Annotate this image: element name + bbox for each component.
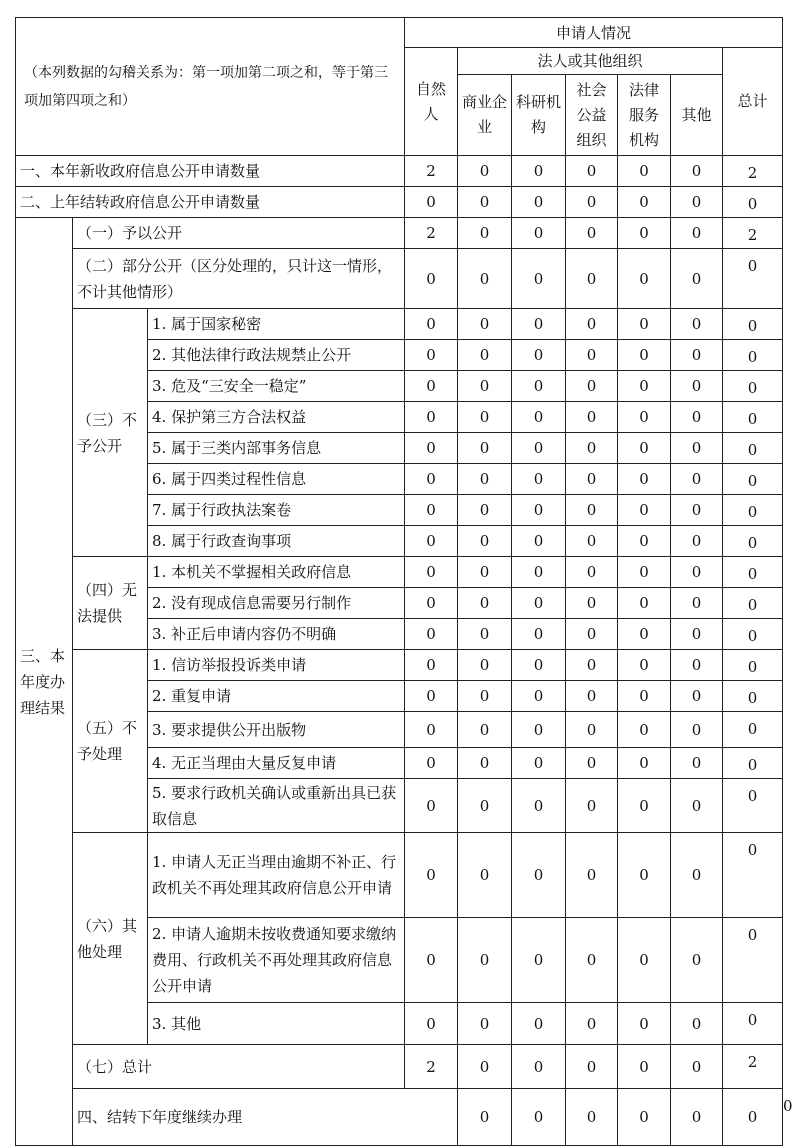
- value-cell: 0: [512, 249, 566, 309]
- value-cell: 0: [405, 433, 458, 464]
- value-cell: 0: [405, 402, 458, 433]
- value-cell: 0: [566, 619, 618, 650]
- value-cell: 0: [458, 918, 512, 1003]
- value-cell: 0: [458, 1045, 512, 1089]
- value-cell: 0: [405, 557, 458, 588]
- value-cell: 0: [671, 309, 723, 340]
- value-cell: 0: [512, 187, 566, 218]
- value-cell: 0: [458, 218, 512, 249]
- value-cell: 0: [566, 588, 618, 619]
- value-cell: 0: [566, 433, 618, 464]
- header-note: （本列数据的勾稽关系为：第一项加第二项之和，等于第三项加第四项之和）: [16, 18, 405, 156]
- row-label: （一）予以公开: [73, 218, 405, 249]
- value-cell: 0: [723, 712, 783, 748]
- row-label: 一、本年新收政府信息公开申请数量: [16, 156, 405, 187]
- row-label: 二、上年结转政府信息公开申请数量: [16, 187, 405, 218]
- value-cell: 0: [618, 1003, 671, 1045]
- value-cell: 0: [512, 402, 566, 433]
- row-label: 3. 危及“三安全一稳定”: [148, 371, 405, 402]
- table-row: [16, 650, 783, 681]
- value-cell: 0: [618, 218, 671, 249]
- value-cell: 0: [458, 156, 512, 187]
- value-cell: 0: [458, 779, 512, 833]
- value-cell: 0: [723, 650, 783, 681]
- row-label: 1. 属于国家秘密: [148, 309, 405, 340]
- value-cell: 0: [671, 371, 723, 402]
- value-cell: 0: [618, 187, 671, 218]
- value-cell: 0: [566, 402, 618, 433]
- value-cell: 0: [512, 1003, 566, 1045]
- value-cell: 2: [723, 156, 783, 187]
- value-cell: 0: [512, 557, 566, 588]
- value-cell: 0: [618, 249, 671, 309]
- row-label: 四、结转下年度继续办理: [73, 1089, 458, 1146]
- value-cell: 0: [671, 187, 723, 218]
- value-cell: 0: [671, 402, 723, 433]
- value-cell: 0: [566, 748, 618, 779]
- value-cell: 0: [458, 433, 512, 464]
- value-cell: 0: [458, 249, 512, 309]
- value-cell: 0: [671, 249, 723, 309]
- value-cell: 0: [405, 371, 458, 402]
- value-cell: 0: [566, 1003, 618, 1045]
- table-row: [16, 187, 783, 218]
- value-cell: 0: [618, 495, 671, 526]
- value-cell: 0: [671, 650, 723, 681]
- table-row: [16, 218, 783, 249]
- value-cell: 0: [618, 433, 671, 464]
- value-cell: 0: [671, 748, 723, 779]
- value-cell: 0: [458, 340, 512, 371]
- value-cell: 0: [566, 249, 618, 309]
- table-row: [16, 833, 783, 918]
- value-cell: 0: [458, 1089, 512, 1146]
- value-cell: 0: [671, 557, 723, 588]
- value-cell: 0: [723, 619, 783, 650]
- row-label: 3. 要求提供公开出版物: [148, 712, 405, 748]
- value-cell: 0: [618, 464, 671, 495]
- value-cell: 0: [566, 557, 618, 588]
- header-legal-service: 法律服务机构: [618, 75, 671, 156]
- value-cell: 0: [671, 156, 723, 187]
- group-label-g3: （三）不予公开: [73, 309, 148, 557]
- value-cell: 0: [458, 748, 512, 779]
- row-label: 7. 属于行政执法案卷: [148, 495, 405, 526]
- value-cell: 0: [566, 340, 618, 371]
- value-cell: 2: [723, 1045, 783, 1089]
- value-cell: 0: [723, 340, 783, 371]
- value-cell: 0: [618, 833, 671, 918]
- value-cell: 0: [618, 748, 671, 779]
- header-research: 科研机构: [512, 75, 566, 156]
- value-cell: 0: [723, 249, 783, 309]
- value-cell: 0: [512, 650, 566, 681]
- value-cell: 0: [618, 371, 671, 402]
- value-cell: 0: [566, 156, 618, 187]
- value-cell: 0: [458, 588, 512, 619]
- header-total: 总计: [723, 48, 783, 156]
- value-cell: 0: [723, 402, 783, 433]
- header-legal-group: 法人或其他组织: [458, 48, 723, 75]
- value-cell: 0: [671, 588, 723, 619]
- value-cell: 0: [512, 156, 566, 187]
- value-cell: 0: [671, 918, 723, 1003]
- value-cell: 0: [723, 1089, 783, 1146]
- header-welfare: 社会公益组织: [566, 75, 618, 156]
- value-cell: 0: [512, 495, 566, 526]
- value-cell: 0: [618, 557, 671, 588]
- row-label: 4. 保护第三方合法权益: [148, 402, 405, 433]
- value-cell: 0: [723, 681, 783, 712]
- value-cell: 0: [405, 187, 458, 218]
- value-cell: 0: [723, 495, 783, 526]
- value-cell: 0: [512, 779, 566, 833]
- value-cell: 0: [671, 1089, 723, 1146]
- value-cell: 0: [405, 249, 458, 309]
- row-label: 3. 补正后申请内容仍不明确: [148, 619, 405, 650]
- value-cell: 0: [405, 748, 458, 779]
- value-cell: 0: [405, 340, 458, 371]
- value-cell: 0: [671, 218, 723, 249]
- header-natural-person: 自然人: [405, 48, 458, 156]
- row-label: 2. 其他法律行政法规禁止公开: [148, 340, 405, 371]
- value-cell: 0: [405, 309, 458, 340]
- table-row: [16, 557, 783, 588]
- value-cell: 0: [512, 218, 566, 249]
- value-cell: 2: [405, 218, 458, 249]
- value-cell: 0: [566, 681, 618, 712]
- row-label: 1. 申请人无正当理由逾期不补正、行政机关不再处理其政府信息公开申请: [148, 833, 405, 918]
- row-label: 1. 信访举报投诉类申请: [148, 650, 405, 681]
- value-cell: 0: [566, 187, 618, 218]
- row-label: 1. 本机关不掌握相关政府信息: [148, 557, 405, 588]
- value-cell: 0: [512, 371, 566, 402]
- government-info-disclosure-table: [15, 17, 793, 1146]
- value-cell: 0: [458, 309, 512, 340]
- table-row: [16, 1045, 783, 1089]
- group-label-g6: （六）其他处理: [73, 833, 148, 1045]
- value-cell: 0: [566, 371, 618, 402]
- value-cell: 0: [618, 526, 671, 557]
- value-cell: 0: [723, 433, 783, 464]
- value-cell: 0: [458, 833, 512, 918]
- value-cell: 0: [723, 464, 783, 495]
- row-label: 2. 重复申请: [148, 681, 405, 712]
- value-cell: 0: [566, 218, 618, 249]
- value-cell: 0: [671, 1003, 723, 1045]
- value-cell: 0: [671, 340, 723, 371]
- value-cell: 0: [618, 1045, 671, 1089]
- value-cell: 0: [512, 748, 566, 779]
- value-cell: 2: [405, 156, 458, 187]
- value-cell: 0: [566, 1045, 618, 1089]
- value-cell: 0: [618, 712, 671, 748]
- value-cell: 0: [458, 402, 512, 433]
- value-cell: 0: [458, 526, 512, 557]
- row-label: 5. 属于三类内部事务信息: [148, 433, 405, 464]
- value-cell: 0: [618, 650, 671, 681]
- value-cell: 0: [723, 1003, 783, 1045]
- header-other: 其他: [671, 75, 723, 156]
- section3-label: 三、本年度办理结果: [16, 218, 73, 1146]
- value-cell: 0: [723, 833, 783, 918]
- table-row: [16, 309, 783, 340]
- group-label-g4: （四）无法提供: [73, 557, 148, 650]
- value-cell: 0: [671, 779, 723, 833]
- value-cell: 0: [566, 712, 618, 748]
- table-row: [16, 156, 783, 187]
- value-cell: 0: [723, 918, 783, 1003]
- value-cell: 0: [405, 650, 458, 681]
- value-cell: 0: [458, 650, 512, 681]
- value-cell: 0: [458, 619, 512, 650]
- value-cell: 0: [405, 588, 458, 619]
- table-row: 四、结转下年度继续办理 0 0 0 0 0 0 0: [16, 1089, 783, 1146]
- value-cell: 0: [512, 918, 566, 1003]
- value-cell: 0: [405, 526, 458, 557]
- value-cell: 0: [671, 681, 723, 712]
- value-cell: 0: [566, 779, 618, 833]
- row-label: 2. 没有现成信息需要另行制作: [148, 588, 405, 619]
- value-cell: 0: [405, 1003, 458, 1045]
- value-cell: 0: [458, 187, 512, 218]
- value-cell: 0: [671, 526, 723, 557]
- value-cell: 0: [405, 495, 458, 526]
- value-cell: 0: [618, 588, 671, 619]
- value-cell: 0: [512, 309, 566, 340]
- value-cell: 0: [566, 495, 618, 526]
- value-cell: 0: [618, 619, 671, 650]
- value-cell: 0: [512, 619, 566, 650]
- row-label: 8. 属于行政查询事项: [148, 526, 405, 557]
- row-label: （二）部分公开（区分处理的，只计这一情形，不计其他情形）: [73, 249, 405, 309]
- value-cell: 0: [512, 433, 566, 464]
- value-cell: 0: [458, 371, 512, 402]
- group-label-g5: （五）不予处理: [73, 650, 148, 833]
- value-cell: 0: [512, 1045, 566, 1089]
- value-cell: 0: [671, 833, 723, 918]
- value-cell: 0: [723, 526, 783, 557]
- value-cell: 0: [671, 495, 723, 526]
- row-label: 3. 其他: [148, 1003, 405, 1045]
- value-cell: 0: [566, 650, 618, 681]
- value-cell: 0: [566, 309, 618, 340]
- value-cell: 0: [618, 918, 671, 1003]
- value-cell: 0: [512, 340, 566, 371]
- value-cell: 0: [512, 1089, 566, 1146]
- value-cell: 0: [458, 495, 512, 526]
- header-applicant: 申请人情况: [405, 18, 783, 48]
- value-cell: 0: [566, 1089, 618, 1146]
- value-cell: 0: [618, 340, 671, 371]
- value-cell: 0: [512, 833, 566, 918]
- value-cell: 0: [618, 402, 671, 433]
- value-cell: 0: [405, 464, 458, 495]
- value-cell: 0: [458, 557, 512, 588]
- value-cell: 0: [723, 371, 783, 402]
- value-cell: 0: [671, 619, 723, 650]
- value-cell: 0: [512, 681, 566, 712]
- value-cell: 0: [618, 309, 671, 340]
- value-cell: 0: [671, 464, 723, 495]
- value-cell: 0: [405, 681, 458, 712]
- value-cell: 0: [618, 156, 671, 187]
- value-cell: 0: [566, 833, 618, 918]
- value-cell: 0: [458, 1003, 512, 1045]
- value-cell: 2: [723, 218, 783, 249]
- value-cell: 0: [458, 464, 512, 495]
- value-cell: 0: [723, 748, 783, 779]
- value-cell: 0: [405, 833, 458, 918]
- value-cell: 0: [618, 1089, 671, 1146]
- value-cell: 0: [618, 779, 671, 833]
- row-label: 5. 要求行政机关确认或重新出具已获取信息: [148, 779, 405, 833]
- value-cell: 0: [566, 918, 618, 1003]
- value-cell: 0: [671, 1045, 723, 1089]
- table-row: [16, 249, 783, 309]
- value-cell: 0: [405, 712, 458, 748]
- value-cell: 0: [405, 619, 458, 650]
- row-label: 4. 无正当理由大量反复申请: [148, 748, 405, 779]
- row-label: 6. 属于四类过程性信息: [148, 464, 405, 495]
- value-cell: 0: [723, 588, 783, 619]
- value-cell: 0: [566, 464, 618, 495]
- value-cell: 0: [512, 464, 566, 495]
- value-cell: 0: [671, 712, 723, 748]
- value-cell: 0: [723, 309, 783, 340]
- value-cell: 0: [566, 526, 618, 557]
- row-label: （七）总计: [73, 1045, 405, 1089]
- value-cell: 0: [512, 712, 566, 748]
- value-cell: 0: [405, 779, 458, 833]
- value-cell: 2: [405, 1045, 458, 1089]
- value-cell: 0: [671, 433, 723, 464]
- value-cell: 0: [458, 681, 512, 712]
- header-commercial: 商业企业: [458, 75, 512, 156]
- value-cell: 0: [723, 187, 783, 218]
- value-cell: 0: [405, 918, 458, 1003]
- row-label: 2. 申请人逾期未按收费通知要求缴纳费用、行政机关不再处理其政府信息公开申请: [148, 918, 405, 1003]
- value-cell: 0: [458, 712, 512, 748]
- value-cell: 0: [512, 526, 566, 557]
- value-cell: 0: [723, 557, 783, 588]
- value-cell: 0: [723, 779, 783, 833]
- value-cell: 0: [618, 681, 671, 712]
- value-cell: 0: [512, 588, 566, 619]
